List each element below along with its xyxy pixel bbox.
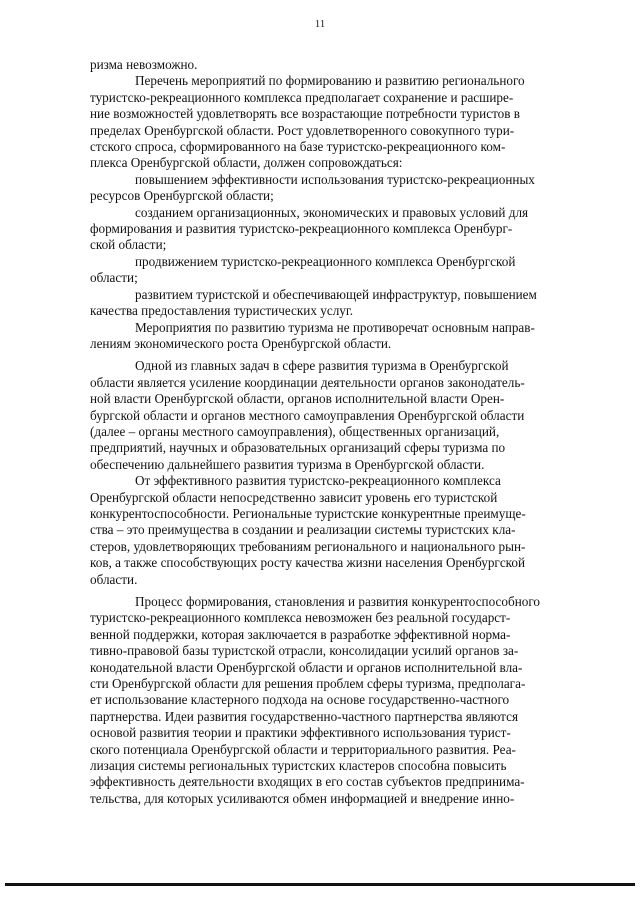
text-line: лизация системы региональных туристских кластеров способна повысить [90, 758, 507, 774]
text-line: Одной из главных задач в сфере развития туризма в Оренбургской [135, 358, 509, 374]
text-line: (далее – органы местного самоуправления), общественных организаций, [90, 423, 500, 439]
text-line: ства – это преимущества в создании и реализации системы туристских кла- [90, 522, 516, 538]
text-line: развитием туристской и обеспечивающей инфраструктур, повышением [135, 286, 537, 302]
text-line: обеспечению дальнейшего развития туризма в Оренбургской области. [90, 456, 485, 472]
text-line: туристско-рекреационного комплекса невозможен без реальной государст- [90, 610, 511, 626]
text-line: Оренбургской области непосредственно зависит уровень его туристской [90, 489, 498, 505]
text-line: стского спроса, сформированного на базе туристско-рекреационного ком- [90, 139, 506, 155]
text-line: качества предоставления туристических услуг. [90, 303, 354, 319]
text-line: От эффективного развития туристско-рекреационного комплекса [135, 473, 501, 489]
text-line: основой развития теории и практики эффективного использования турист- [90, 725, 511, 741]
text-line: Перечень мероприятий по формированию и развитию регионального [135, 73, 525, 89]
text-line: туристско-рекреационного комплекса предполагает сохранение и расшире- [90, 89, 514, 105]
text-line: ной власти Оренбургской области, органов исполнительной власти Орен- [90, 391, 505, 407]
text-line: области. [90, 571, 138, 587]
text-line: партнерства. Идеи развития государственно-частного партнерства являются [90, 708, 519, 724]
text-line: продвижением туристско-рекреационного комплекса Оренбургской [135, 253, 516, 269]
text-line: Мероприятия по развитию туризма не противоречат основным направ- [135, 319, 535, 335]
text-line: созданием организационных, экономических и правовых условий для [135, 204, 529, 220]
text-line: формирования и развития туристско-рекреационного комплекса Оренбург- [90, 221, 513, 237]
text-line: тивно-правовой базы туристской отрасли, консолидации усилий органов за- [90, 643, 519, 659]
text-line: повышением эффективности использования туристско-рекреационных [135, 171, 535, 187]
text-line: ков, а также способствующих росту качества жизни населения Оренбургской [90, 555, 526, 571]
text-line: конодательной власти Оренбургской области и органов исполнительной вла- [90, 659, 523, 675]
page-number: 11 [314, 18, 326, 30]
text-line: сти Оренбургской области для решения проблем сферы туризма, предполага- [90, 676, 526, 692]
text-line: Процесс формирования, становления и развития конкурентоспособного [135, 594, 541, 609]
text-line: пределах Оренбургской области. Рост удовлетворенного совокупного тури- [90, 122, 515, 138]
text-line: тельства, для которых усиливаются обмен информацией и внедрение инно- [90, 790, 515, 806]
text-line: ского потенциала Оренбургской области и территориального развития. Реа- [90, 741, 516, 757]
text-line: конкурентоспособности. Региональные туристские конкурентные преимуще- [90, 505, 526, 521]
text-line: бургской области и органов местного самоуправления Оренбургской области [90, 407, 525, 423]
text-line: области является усиление координации деятельности органов законодатель- [90, 374, 525, 390]
text-line: предприятий, научных и образовательных организаций сферы туризма по [90, 440, 506, 456]
text-line: ние возможностей удовлетворять все возрастающие потребности туристов в [90, 106, 520, 122]
text-line: лениям экономического роста Оренбургской области. [90, 335, 392, 351]
text-line: ет использование кластерного подхода на основе государственно-частного [90, 692, 510, 708]
body-text [90, 57, 590, 807]
text-line: ризма невозможно. [90, 57, 198, 72]
text-line: эффективность деятельности входящих в его состав субъектов предпринима- [90, 774, 525, 790]
text-line: ской области; [90, 237, 167, 253]
text-line: ресурсов Оренбургской области; [90, 188, 274, 204]
text-line: плекса Оренбургской области, должен сопровождаться: [90, 155, 403, 171]
text-line: венной поддержки, которая заключается в разработке эффективной норма- [90, 626, 511, 642]
text-line: области; [90, 270, 138, 286]
bottom-rule [5, 883, 635, 886]
text-line: стеров, удовлетворяющих требованиям регионального и национального рын- [90, 538, 526, 554]
